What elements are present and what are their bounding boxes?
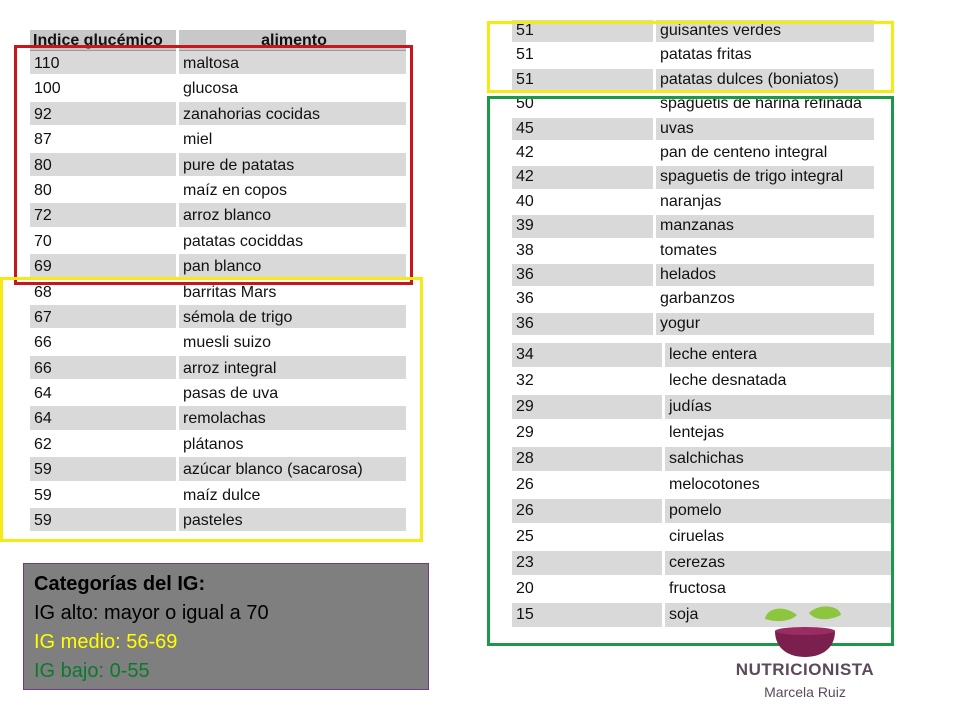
food-name-cell: sémola de trigo [179, 305, 406, 330]
food-name-cell: patatas fritas [656, 44, 874, 68]
gi-value-cell: 67 [30, 305, 176, 330]
legend-high: IG alto: mayor o igual a 70 [34, 602, 269, 624]
low-gi-frame [487, 96, 894, 646]
gi-value-cell: 28 [512, 447, 662, 473]
legend-medium: IG medio: 56-69 [34, 631, 178, 653]
gi-value-cell: 68 [30, 280, 176, 305]
food-name-cell: judías [665, 395, 892, 421]
gi-value-cell: 50 [512, 93, 653, 117]
food-name-cell: azúcar blanco (sacarosa) [179, 457, 406, 482]
gi-value-cell: 26 [512, 499, 662, 525]
legend-low: IG bajo: 0-55 [34, 660, 150, 682]
gi-value-cell: 34 [512, 343, 662, 369]
gi-value-cell: 36 [512, 313, 653, 337]
gi-value-cell: 51 [512, 44, 653, 68]
food-name-cell: pasas de uva [179, 381, 406, 406]
food-name-cell: maíz en copos [179, 178, 406, 203]
food-name-cell: manzanas [656, 215, 874, 239]
gi-value-cell: 59 [30, 457, 176, 482]
gi-value-cell: 92 [30, 102, 176, 127]
gi-value-cell: 38 [512, 240, 653, 264]
gi-value-cell: 25 [512, 525, 662, 551]
gi-value-cell: 66 [30, 356, 176, 381]
gi-value-cell: 45 [512, 118, 653, 142]
gi-value-cell: 42 [512, 142, 653, 166]
food-name-cell: pure de patatas [179, 153, 406, 178]
food-name-cell: pan blanco [179, 254, 406, 279]
gi-value-cell: 40 [512, 191, 653, 215]
food-name-cell: fructosa [665, 577, 892, 603]
gi-value-cell: 20 [512, 577, 662, 603]
gi-value-cell: 29 [512, 395, 662, 421]
gi-value-cell: 51 [512, 69, 653, 93]
food-name-cell: tomates [656, 240, 874, 264]
food-name-cell: uvas [656, 118, 874, 142]
logo-subtitle: Marcela Ruiz [764, 684, 846, 700]
food-name-cell: maltosa [179, 51, 406, 76]
food-name-cell: leche desnatada [665, 369, 892, 395]
gi-value-cell: 87 [30, 127, 176, 152]
gi-value-cell: 69 [30, 254, 176, 279]
food-name-cell: pan de centeno integral [656, 142, 874, 166]
food-name-cell: plátanos [179, 432, 406, 457]
food-name-cell: miel [179, 127, 406, 152]
food-name-cell: guisantes verdes [656, 20, 874, 44]
food-name-cell: garbanzos [656, 288, 874, 312]
food-name-cell: arroz blanco [179, 203, 406, 228]
gi-value-cell: 51 [512, 20, 653, 44]
gi-value-cell: 72 [30, 203, 176, 228]
gi-value-cell: 64 [30, 381, 176, 406]
gi-value-cell: 59 [30, 483, 176, 508]
food-name-cell: pomelo [665, 499, 892, 525]
food-name-cell: patatas cociddas [179, 229, 406, 254]
nutritionist-logo [735, 605, 875, 710]
food-name-cell: helados [656, 264, 874, 288]
food-name-cell: melocotones [665, 473, 892, 499]
gi-value-cell: 23 [512, 551, 662, 577]
food-name-cell: salchichas [665, 447, 892, 473]
food-name-cell: remolachas [179, 406, 406, 431]
logo-name: NUTRICIONISTA [735, 660, 875, 679]
gi-value-cell: 26 [512, 473, 662, 499]
gi-value-cell: 32 [512, 369, 662, 395]
medium-gi-frame-right [487, 21, 894, 93]
food-name-cell: arroz integral [179, 356, 406, 381]
food-name-cell: pasteles [179, 508, 406, 533]
food-name-cell: soja [665, 603, 892, 629]
header-glycemic-index: Indice glucémico [30, 30, 176, 51]
gi-value-cell: 110 [30, 51, 176, 76]
food-name-cell: naranjas [656, 191, 874, 215]
gi-value-cell: 70 [30, 229, 176, 254]
gi-value-cell: 36 [512, 264, 653, 288]
gi-value-cell: 15 [512, 603, 662, 629]
food-name-cell: cerezas [665, 551, 892, 577]
gi-value-cell: 66 [30, 330, 176, 355]
gi-value-cell: 36 [512, 288, 653, 312]
food-name-cell: spaguetis de harina refinada [656, 93, 874, 117]
food-name-cell: yogur [656, 313, 874, 337]
gi-value-cell: 80 [30, 178, 176, 203]
food-name-cell: glucosa [179, 76, 406, 101]
food-name-cell: maíz dulce [179, 483, 406, 508]
gi-categories-legend [23, 563, 429, 690]
food-name-cell: lentejas [665, 421, 892, 447]
bowl-leaf-icon [735, 605, 875, 665]
gi-value-cell: 80 [30, 153, 176, 178]
gi-value-cell: 39 [512, 215, 653, 239]
food-name-cell: ciruelas [665, 525, 892, 551]
legend-title: Categorías del IG: [34, 573, 206, 595]
food-name-cell: muesli suizo [179, 330, 406, 355]
gi-value-cell: 42 [512, 166, 653, 190]
gi-value-cell: 29 [512, 421, 662, 447]
gi-value-cell: 64 [30, 406, 176, 431]
food-name-cell: leche entera [665, 343, 892, 369]
gi-value-cell: 100 [30, 76, 176, 101]
medium-gi-frame-left [0, 277, 423, 542]
high-gi-frame [14, 45, 413, 285]
food-name-cell: barritas Mars [179, 280, 406, 305]
food-name-cell: patatas dulces (boniatos) [656, 69, 874, 93]
food-name-cell: zanahorias cocidas [179, 102, 406, 127]
food-name-cell: spaguetis de trigo integral [656, 166, 874, 190]
header-food: alimento [179, 30, 406, 51]
gi-value-cell: 59 [30, 508, 176, 533]
gi-value-cell: 62 [30, 432, 176, 457]
